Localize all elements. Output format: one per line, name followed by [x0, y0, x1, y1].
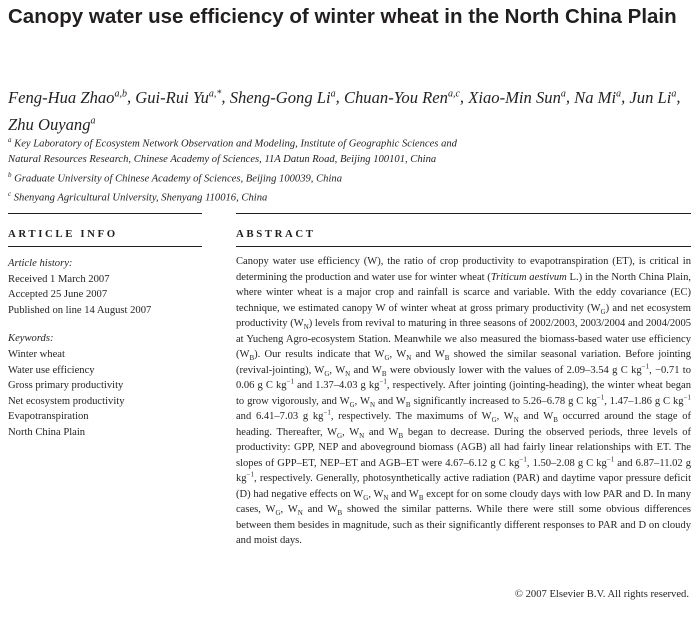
keyword[interactable]: Water use efficiency [8, 364, 95, 376]
author[interactable]: Sheng-Gong Li$^a$ [229, 87, 336, 107]
article-info-rule [8, 213, 202, 214]
copyright-notice: © 2007 Elsevier B.V. All rights reserved. [514, 589, 689, 600]
article-title: Canopy water use efficiency of winter wheat in the North China Plain [8, 5, 677, 28]
author[interactable]: Gui-Rui $Yu^{a,*}$ [135, 87, 222, 107]
keywords-label: Keywords: [8, 333, 54, 345]
article-info-subrule [8, 246, 202, 247]
abstract-subrule [236, 246, 691, 247]
author[interactable]: Chuan-You Ren$^{a,c}$ [343, 87, 460, 107]
affiliations [8, 133, 688, 206]
affiliation-b: $^b$ Graduate University of Chinese Academy of Sciences, Beijing 100039, China [8, 170, 343, 185]
affiliation-a: $^a$ Key Laboratory of Ecosystem Network Observation and Modeling, Institute of Geographic Sciences and [8, 136, 457, 150]
history-label: Article history: [8, 258, 73, 269]
published-date: Published on line 14 August 2007 [8, 304, 152, 316]
keyword[interactable]: Net ecosystem productivity [8, 395, 125, 407]
abstract-rule [236, 213, 691, 214]
keyword[interactable]: Winter wheat [8, 348, 65, 360]
article-info-panel [8, 256, 208, 441]
affiliation-c: $^c$ Shenyang Agricultural University, Shenyang 110016, China [8, 189, 268, 204]
author-list: Feng-Hua Zhao$^{a,b}$, Gui-Rui $Yu^{a,*}$, Sheng-Gong Li$^a$, Chuan-You Ren$^{a,c}$, Xiao-Min Sun$^a$, Na Mi$^a$, Jun Li$^a$, Zhu Ouyang$^a$ [8, 87, 681, 135]
accepted-date: Accepted 25 June 2007 [8, 289, 108, 301]
author[interactable]: Na Mi$^a$ [574, 87, 622, 107]
keyword[interactable]: Evapotranspiration [8, 411, 89, 423]
author[interactable]: Xiao-Min Sun$^a$ [468, 87, 566, 107]
keyword[interactable]: North China Plain [8, 426, 86, 438]
article-info-heading: ARTICLE INFO [8, 228, 118, 240]
author[interactable]: Zhu Ouyang$^a$ [8, 115, 96, 135]
author[interactable]: Feng-Hua Zhao$^{a,b}$ [8, 87, 127, 107]
received-date: Received 1 March 2007 [8, 273, 110, 285]
abstract-heading: ABSTRACT [236, 228, 316, 240]
keyword[interactable]: Gross primary productivity [8, 380, 124, 392]
affiliation-a-cont: Natural Resources Research, Chinese Academy of Sciences, 11A Datun Road, Beijing 100101, China [8, 154, 437, 166]
author[interactable]: Jun Li$^a$ [629, 87, 677, 107]
abstract-text: Canopy water use efficiency (W), the ratio of crop productivity to evapotranspiration (ET), is critical in determining the production and water use for winter wheat (Triticum aestivum L.) in the North China Plain, where winter wheat is a major crop and rainfall is scarce and variable. With the eddy covariance (EC) technique, we estimated canopy W of winter wheat at gross primary productivity $(W_G)$ and net ecosystem productivity $(W_N)$ levels from revival to maturing in three seasons of 2002/2003, 2003/2004 and 2004/2005 at Yucheng Agro-ecosystem Station. Meanwhile we also measured the biomass-based water use efficiency $(W_B)$. Our results indicate that $W_G$, $W_N$ and $W_B$ showed the similar seasonal variation. Before jointing (revival-jointing), $W_G$, $W_N$ and $W_B$ were obviously lower with the values of 2.09–3.54 g C $kg^{-1}$, −0.71 to 0.06 g C $kg^{-1}$ and 1.37–4.03 g $kg^{-1}$, respectively. After jointing (jointing-heading), the winter wheat began to grow vigorously, and $W_G$, $W_N$ and $W_B$ significantly increased to 5.26–6.78 g C $kg^{-1}$, 1.47–1.86 g C $kg^{-1}$ and 6.41–7.03 g $kg^{-1}$, respectively. The maximums of $W_G$, $W_N$ and $W_B$ occurred around the stage of heading. Thereafter, $W_G$, $W_N$ and $W_B$ began to decrease. During the observed periods, three levels of productivity: GPP, NEP and aboveground biomass (AGB) all had fairly linear relationships with ET. The slopes of GPP–ET, NEP–ET and AGB–ET were 4.67–6.12 g C $kg^{-1}$, 1.50–2.08 g C $kg^{-1}$ and 6.87–11.02 g $kg^{-1}$, respectively. Generally, photosynthetically active radiation (PAR) and daytime vapor pressure deficit (D) had negative effects on $W_G$, $W_N$ and $W_B$ except for on some cloudy days with low PAR and D. In many cases, $W_G$, $W_N$ and $W_B$ showed the similar patterns. While there were still some obvious differences between them besides in magnitude, such as their significantly different responses to PAR and D on cloudy and moist days. [236, 256, 692, 546]
